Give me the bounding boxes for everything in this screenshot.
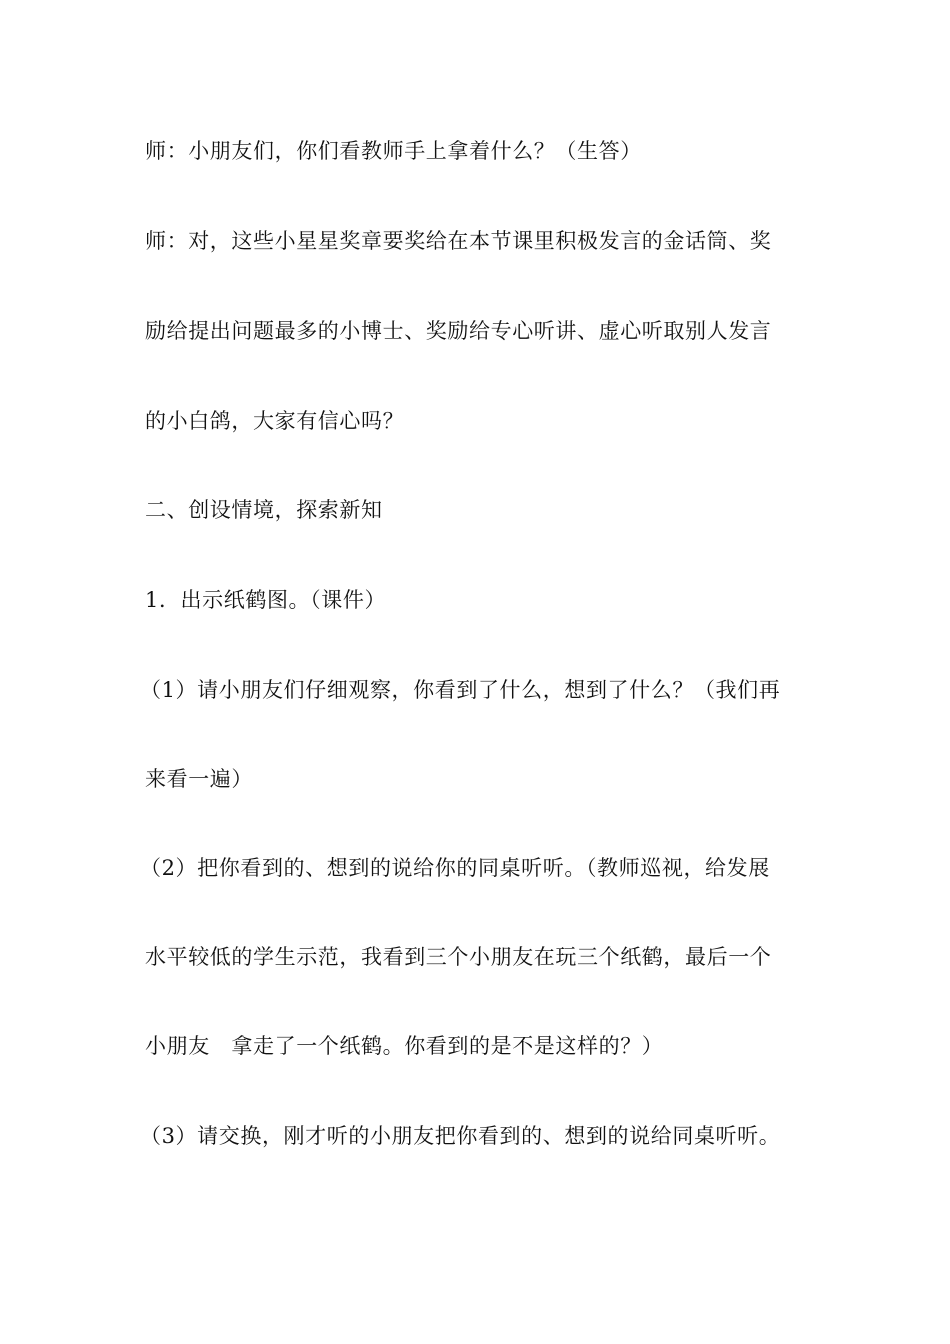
paragraph-line-4: 的小白鸽，大家有信心吗？ — [145, 409, 405, 433]
sub-item-2-continued-2: 小朋友 拿走了一个纸鹤。你看到的是不是这样的？） — [145, 1034, 664, 1058]
list-item-1: 1．出示纸鹤图。（课件） — [145, 588, 387, 612]
sub-item-3: （3）请交换，刚才听的小朋友把你看到的、想到的说给同桌听听。 — [140, 1124, 781, 1148]
section-heading: 二、创设情境，探索新知 — [145, 498, 383, 522]
paragraph-line-3: 励给提出问题最多的小博士、奖励给专心听讲、虚心听取别人发言 — [145, 319, 772, 343]
paragraph-line-1: 师：小朋友们，你们看教师手上拿着什么？（生答） — [145, 139, 642, 163]
sub-item-1: （1）请小朋友们仔细观察，你看到了什么，想到了什么？（我们再 — [140, 678, 781, 702]
paragraph-line-2: 师：对，这些小星星奖章要奖给在本节课里积极发言的金话筒、奖 — [145, 229, 772, 253]
sub-item-2-continued-1: 水平较低的学生示范，我看到三个小朋友在玩三个纸鹤，最后一个 — [145, 945, 772, 969]
sub-item-2: （2）把你看到的、想到的说给你的同桌听听。（教师巡视，给发展 — [140, 856, 770, 880]
sub-item-1-continued: 来看一遍） — [145, 767, 253, 791]
